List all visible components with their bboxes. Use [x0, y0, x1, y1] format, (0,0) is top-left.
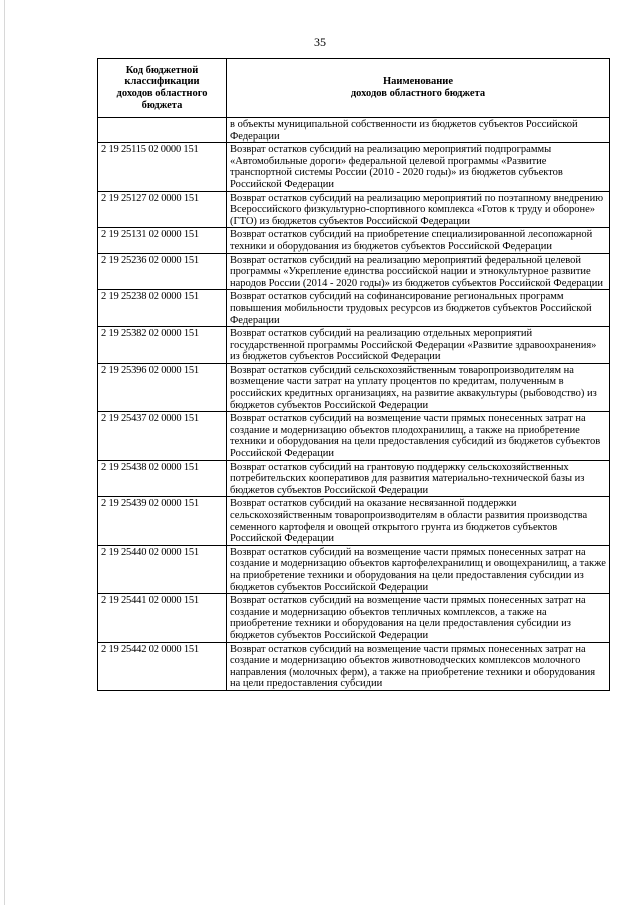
table-row: [98, 191, 610, 228]
budget-code-cell: 2 19 25442 02 0000 151: [98, 642, 227, 690]
budget-code-cell: 2 19 25441 02 0000 151: [98, 594, 227, 642]
table-row: [98, 594, 610, 642]
table-row: [98, 327, 610, 364]
page-number: 35: [314, 35, 326, 49]
table-row: [98, 143, 610, 191]
budget-code-cell: 2 19 25131 02 0000 151: [98, 228, 227, 253]
revenue-name-cell: в объекты муниципальной собственности из бюджетов субъектов Российской Федерации: [227, 118, 610, 143]
revenue-name-cell: Возврат остатков субсидий на грантовую поддержку сельскохозяйственных потребительских кооперативов для развития материально-технической базы из бюджетов субъектов Российской Федерации: [227, 460, 610, 497]
revenue-name-cell: Возврат остатков субсидий на реализацию мероприятий подпрограммы «Автомобильные дороги» федеральной целевой программы «Развитие транспортной системы России (2010 - 2020 годы)» из бюджетов субъектов Российской Федерации: [227, 143, 610, 191]
budget-code-cell: 2 19 25437 02 0000 151: [98, 412, 227, 460]
revenue-name-cell: Возврат остатков субсидий на софинансирование региональных программ повышения мобильности трудовых ресурсов из бюджетов субъектов Российской Федерации: [227, 290, 610, 327]
revenue-name-cell: Возврат остатков субсидий на приобретение специализированной лесопожарной техники и оборудования из бюджетов субъектов Российской Федерации: [227, 228, 610, 253]
table-row: [98, 290, 610, 327]
budget-code-cell: 2 19 25438 02 0000 151: [98, 460, 227, 497]
header-name-column: [227, 59, 610, 118]
budget-code-cell: 2 19 25115 02 0000 151: [98, 143, 227, 191]
table-header-row: [98, 59, 610, 118]
table-row: [98, 497, 610, 545]
revenue-name-cell: Возврат остатков субсидий на возмещение части прямых понесенных затрат на создание и модернизацию объектов тепличных комплексов, а также на приобретение техники и оборудования на цели предоставления субсидии из бюджетов субъектов Российской Федерации: [227, 594, 610, 642]
budget-code-cell: 2 19 25127 02 0000 151: [98, 191, 227, 228]
header-code-label: Код бюджетной классификации доходов областного бюджета: [116, 64, 208, 111]
revenue-name-cell: Возврат остатков субсидий на возмещение части прямых понесенных затрат на создание и модернизацию объектов плодохранилищ, а также на приобретение техники и оборудования на цели предоставления субсидий из бюджетов субъектов Российской Федерации: [227, 412, 610, 460]
budget-code-cell: 2 19 25439 02 0000 151: [98, 497, 227, 545]
revenue-name-cell: Возврат остатков субсидий сельскохозяйственным товаропроизводителям на возмещение части затрат на уплату процентов по кредитам, полученным в российских кредитных организациях, на развитие аквакультуры (рыбоводство) из бюджетов субъектов Российской Федерации: [227, 363, 610, 411]
table-row: [98, 228, 610, 253]
table-body: [98, 118, 610, 691]
revenue-name-cell: Возврат остатков субсидий на реализацию мероприятий федеральной целевой программы «Укрепление единства российской нации и этнокультурное развитие народов России (2014 - 2020 годы)» из бюджетов субъектов Российской Федерации: [227, 253, 610, 290]
budget-code-cell: 2 19 25396 02 0000 151: [98, 363, 227, 411]
budget-revenue-table: [97, 58, 610, 691]
table-row: [98, 118, 610, 143]
revenue-name-cell: Возврат остатков субсидий на реализацию мероприятий по поэтапному внедрению Всероссийского физкультурно-спортивного комплекса «Готов к труду и обороне» (ГТО) из бюджетов субъектов Российской Федерации: [227, 191, 610, 228]
table-row: [98, 642, 610, 690]
budget-code-cell: 2 19 25382 02 0000 151: [98, 327, 227, 364]
table-row: [98, 460, 610, 497]
revenue-name-cell: Возврат остатков субсидий на возмещение части прямых понесенных затрат на создание и модернизацию объектов картофелехранилищ и овощехранилищ, а также на приобретение техники и оборудования на цели предоставления субсидии из бюджетов субъектов Российской Федерации: [227, 545, 610, 593]
budget-code-cell: 2 19 25238 02 0000 151: [98, 290, 227, 327]
budget-code-cell: 2 19 25236 02 0000 151: [98, 253, 227, 290]
revenue-name-cell: Возврат остатков субсидий на оказание несвязанной поддержки сельскохозяйственным товаропроизводителям в области развития производства семенного картофеля и овощей открытого грунта из бюджетов субъектов Российской Федерации: [227, 497, 610, 545]
table-row: [98, 412, 610, 460]
table-row: [98, 545, 610, 593]
table-row: [98, 253, 610, 290]
scan-edge-line: [4, 0, 5, 905]
revenue-name-cell: Возврат остатков субсидий на реализацию отдельных мероприятий государственной программы Российской Федерации «Развитие здравоохранения» из бюджетов субъектов Российской Федерации: [227, 327, 610, 364]
budget-code-cell: 2 19 25440 02 0000 151: [98, 545, 227, 593]
table-row: [98, 363, 610, 411]
header-code-column: [98, 59, 227, 118]
revenue-name-cell: Возврат остатков субсидий на возмещение части прямых понесенных затрат на создание и модернизацию объектов животноводческих комплексов молочного направления (молочных ферм), а также на приобретение техники и оборудования на цели предоставления субсидии: [227, 642, 610, 690]
header-name-label: Наименование доходов областного бюджета: [350, 76, 486, 99]
budget-code-cell: [98, 118, 227, 143]
